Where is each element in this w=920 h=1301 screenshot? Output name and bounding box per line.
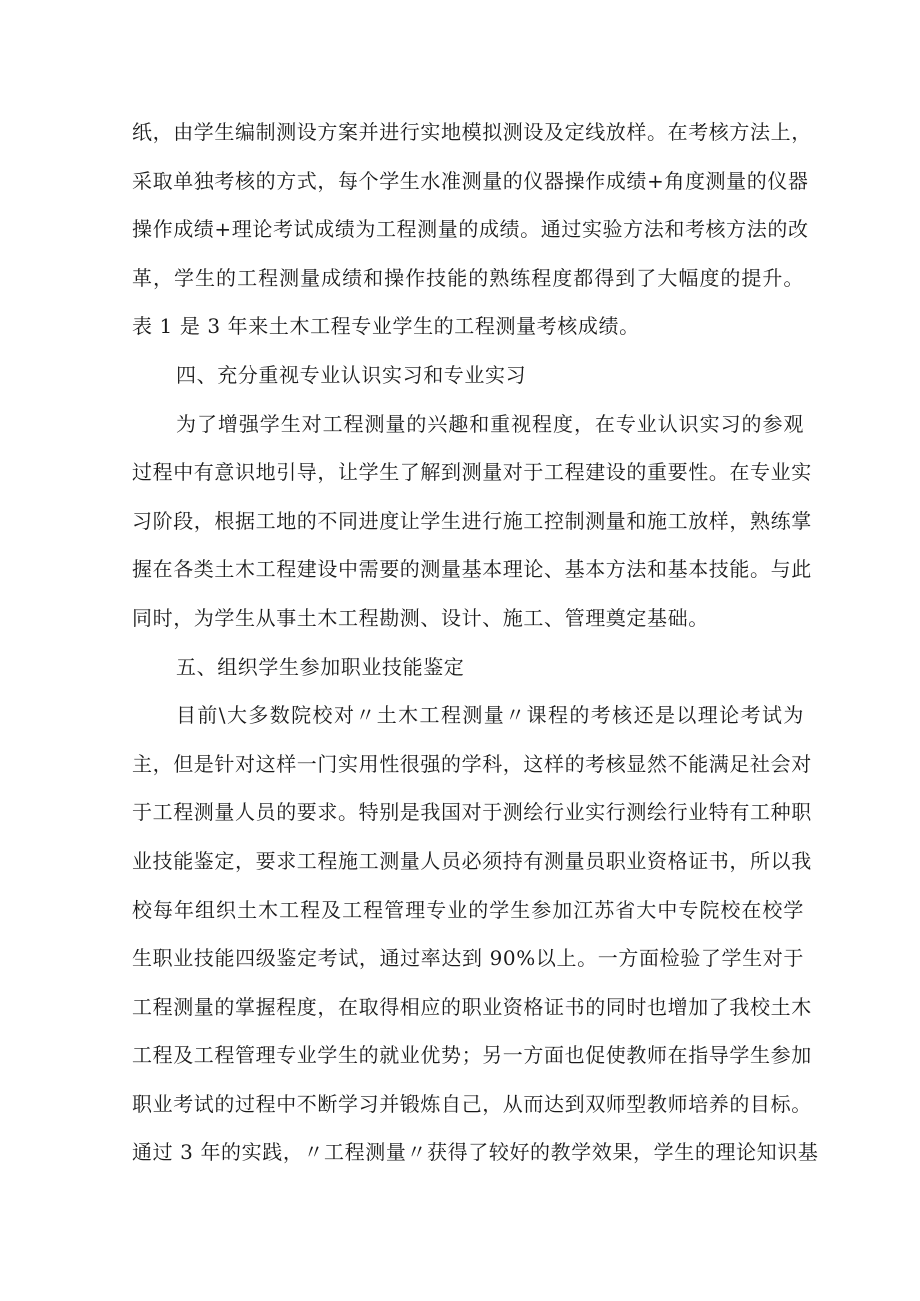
paragraph-line: 职业考试的过程中不断学习并锻炼自己，从而达到双师型教师培养的目标。 [132, 1091, 812, 1116]
paragraph-line: 同时，为学生从事土木工程勘测、设计、施工、管理奠定基础。 [132, 605, 709, 630]
paragraph-line: 工程及工程管理专业学生的就业优势；另一方面也促使教师在指导学生参加 [132, 1043, 812, 1068]
paragraph-line: 操作成绩+理论考试成绩为工程测量的成绩。通过实验方法和考核方法的改 [132, 217, 809, 242]
document-page [132, 108, 819, 1177]
paragraph-line: 为了增强学生对工程测量的兴趣和重视程度，在专业认识实习的参观 [176, 411, 804, 436]
paragraph-line: 校每年组织土木工程及工程管理专业的学生参加江苏省大中专院校在校学 [132, 897, 804, 922]
paragraph-line: 目前\大多数院校对〃土木工程测量〃课程的考核还是以理论考试为 [176, 703, 804, 728]
paragraph-line: 于工程测量人员的要求。特别是我国对于测绘行业实行测绘行业特有工种职 [132, 800, 812, 825]
paragraph-line: 生职业技能四级鉴定考试，通过率达到 90%以上。一方面检验了学生对于 [132, 946, 804, 971]
paragraph-line: 通过 3 年的实践，〃工程测量〃获得了较好的教学效果，学生的理论知识基 [132, 1140, 819, 1165]
section-heading: 四、充分重视专业认识实习和专业实习 [176, 362, 527, 387]
paragraph-line: 主，但是针对这样一门实用性很强的学科，这样的考核显然不能满足社会对 [132, 751, 812, 776]
paragraph-line: 革，学生的工程测量成绩和操作技能的熟练程度都得到了大幅度的提升。 [132, 265, 804, 290]
paragraph-line: 表 1 是 3 年来土木工程专业学生的工程测量考核成绩。 [132, 314, 640, 339]
paragraph-line: 过程中有意识地引导，让学生了解到测量对于工程建设的重要性。在专业实 [132, 460, 812, 485]
paragraph-line: 习阶段，根据工地的不同进度让学生进行施工控制测量和施工放样，熟练掌 [132, 508, 812, 533]
paragraph-line: 业技能鉴定，要求工程施工测量人员必须持有测量员职业资格证书，所以我 [132, 848, 812, 873]
paragraph-line: 握在各类土木工程建设中需要的测量基本理论、基本方法和基本技能。与此 [132, 557, 812, 582]
paragraph-line: 采取单独考核的方式，每个学生水准测量的仪器操作成绩+角度测量的仪器 [132, 168, 809, 193]
section-heading: 五、组织学生参加职业技能鉴定 [176, 654, 465, 679]
paragraph-line: 纸，由学生编制测设方案并进行实地模拟测设及定线放样。在考核方法上， [132, 120, 812, 144]
paragraph-line: 工程测量的掌握程度，在取得相应的职业资格证书的同时也增加了我校土木 [132, 994, 812, 1019]
